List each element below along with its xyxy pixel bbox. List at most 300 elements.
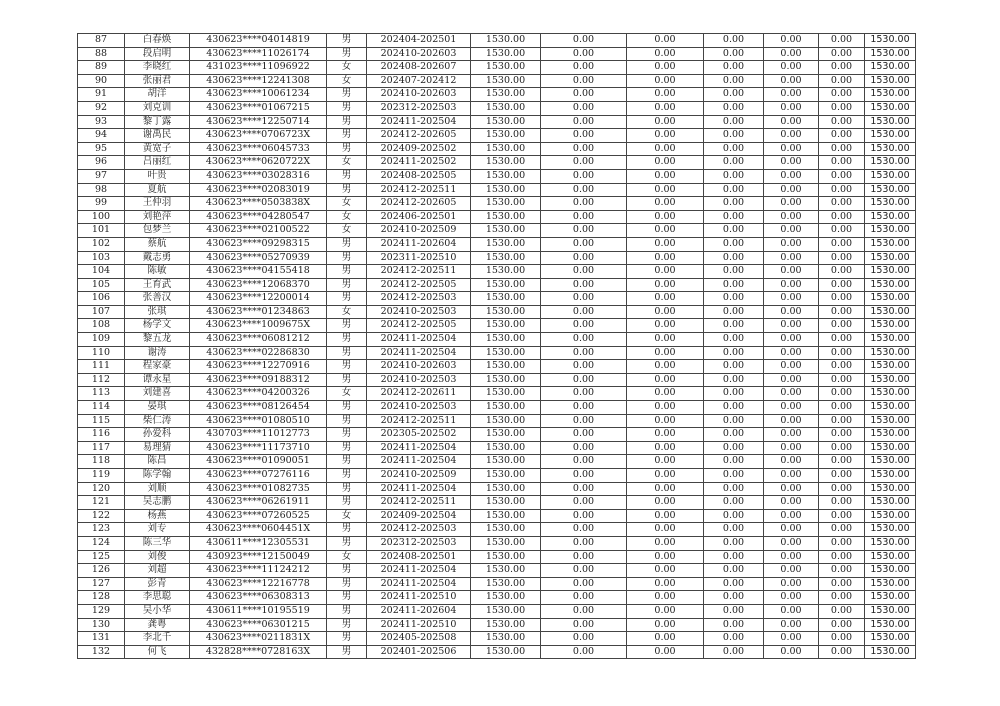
deduction-cell: 0.00 <box>764 156 819 170</box>
amount-cell: 1530.00 <box>471 129 541 143</box>
deduction-cell: 0.00 <box>764 278 819 292</box>
table-row <box>78 455 916 469</box>
amount-cell: 1530.00 <box>471 523 541 537</box>
table-row <box>78 292 916 306</box>
deduction-cell: 0.00 <box>627 455 704 469</box>
period-cell: 202411-202504 <box>367 346 471 360</box>
table-row <box>78 401 916 415</box>
total-cell: 1530.00 <box>865 183 916 197</box>
row-number-cell: 129 <box>78 604 125 618</box>
name-cell: 李北千 <box>125 632 190 646</box>
total-cell: 1530.00 <box>865 88 916 102</box>
gender-cell: 男 <box>327 414 367 428</box>
deduction-cell: 0.00 <box>764 401 819 415</box>
deduction-cell: 0.00 <box>541 74 627 88</box>
gender-cell: 女 <box>327 305 367 319</box>
deduction-cell: 0.00 <box>764 414 819 428</box>
deduction-cell: 0.00 <box>627 169 704 183</box>
name-cell: 王育武 <box>125 278 190 292</box>
deduction-cell: 0.00 <box>819 496 865 510</box>
id-number-cell: 430623****12216778 <box>190 577 327 591</box>
id-number-cell: 430611****10195519 <box>190 604 327 618</box>
table-row <box>78 632 916 646</box>
deduction-cell: 0.00 <box>704 251 764 265</box>
row-number-cell: 116 <box>78 428 125 442</box>
deduction-cell: 0.00 <box>627 469 704 483</box>
deduction-cell: 0.00 <box>819 360 865 374</box>
deduction-cell: 0.00 <box>627 88 704 102</box>
total-cell: 1530.00 <box>865 373 916 387</box>
gender-cell: 女 <box>327 387 367 401</box>
deduction-cell: 0.00 <box>704 237 764 251</box>
deduction-cell: 0.00 <box>627 74 704 88</box>
row-number-cell: 115 <box>78 414 125 428</box>
total-cell: 1530.00 <box>865 550 916 564</box>
deduction-cell: 0.00 <box>819 183 865 197</box>
amount-cell: 1530.00 <box>471 319 541 333</box>
deduction-cell: 0.00 <box>819 550 865 564</box>
deduction-cell: 0.00 <box>704 414 764 428</box>
deduction-cell: 0.00 <box>764 115 819 129</box>
deduction-cell: 0.00 <box>819 536 865 550</box>
id-number-cell: 430623****0604451X <box>190 523 327 537</box>
deduction-cell: 0.00 <box>704 632 764 646</box>
deduction-cell: 0.00 <box>764 523 819 537</box>
name-cell: 刘超 <box>125 564 190 578</box>
deduction-cell: 0.00 <box>819 292 865 306</box>
id-number-cell: 430623****11173710 <box>190 441 327 455</box>
deduction-cell: 0.00 <box>819 115 865 129</box>
amount-cell: 1530.00 <box>471 509 541 523</box>
amount-cell: 1530.00 <box>471 577 541 591</box>
deduction-cell: 0.00 <box>704 278 764 292</box>
table-row <box>78 142 916 156</box>
total-cell: 1530.00 <box>865 604 916 618</box>
deduction-cell: 0.00 <box>819 387 865 401</box>
id-number-cell: 430623****06308313 <box>190 591 327 605</box>
amount-cell: 1530.00 <box>471 265 541 279</box>
deduction-cell: 0.00 <box>819 319 865 333</box>
deduction-cell: 0.00 <box>704 197 764 211</box>
deduction-cell: 0.00 <box>541 564 627 578</box>
row-number-cell: 126 <box>78 564 125 578</box>
row-number-cell: 90 <box>78 74 125 88</box>
period-cell: 202411-202504 <box>367 441 471 455</box>
amount-cell: 1530.00 <box>471 428 541 442</box>
name-cell: 蔡航 <box>125 237 190 251</box>
period-cell: 202411-202604 <box>367 604 471 618</box>
name-cell: 陈学翰 <box>125 469 190 483</box>
total-cell: 1530.00 <box>865 632 916 646</box>
table-row <box>78 88 916 102</box>
deduction-cell: 0.00 <box>541 292 627 306</box>
deduction-cell: 0.00 <box>704 156 764 170</box>
deduction-cell: 0.00 <box>541 401 627 415</box>
period-cell: 202408-202501 <box>367 550 471 564</box>
amount-cell: 1530.00 <box>471 183 541 197</box>
deduction-cell: 0.00 <box>764 183 819 197</box>
deduction-cell: 0.00 <box>704 387 764 401</box>
period-cell: 202410-202603 <box>367 47 471 61</box>
table-row <box>78 183 916 197</box>
table-row <box>78 265 916 279</box>
deduction-cell: 0.00 <box>764 509 819 523</box>
id-number-cell: 430623****12200014 <box>190 292 327 306</box>
deduction-cell: 0.00 <box>764 74 819 88</box>
period-cell: 202410-202503 <box>367 401 471 415</box>
name-cell: 谢涛 <box>125 346 190 360</box>
deduction-cell: 0.00 <box>541 523 627 537</box>
deduction-cell: 0.00 <box>764 455 819 469</box>
row-number-cell: 96 <box>78 156 125 170</box>
deduction-cell: 0.00 <box>627 251 704 265</box>
name-cell: 胡洋 <box>125 88 190 102</box>
deduction-cell: 0.00 <box>764 34 819 48</box>
amount-cell: 1530.00 <box>471 251 541 265</box>
total-cell: 1530.00 <box>865 47 916 61</box>
row-number-cell: 106 <box>78 292 125 306</box>
deduction-cell: 0.00 <box>627 156 704 170</box>
amount-cell: 1530.00 <box>471 156 541 170</box>
deduction-cell: 0.00 <box>704 577 764 591</box>
deduction-cell: 0.00 <box>819 305 865 319</box>
amount-cell: 1530.00 <box>471 74 541 88</box>
row-number-cell: 103 <box>78 251 125 265</box>
table-row <box>78 523 916 537</box>
period-cell: 202411-202504 <box>367 577 471 591</box>
deduction-cell: 0.00 <box>541 387 627 401</box>
subsidy-table <box>77 33 916 659</box>
deduction-cell: 0.00 <box>541 469 627 483</box>
deduction-cell: 0.00 <box>627 319 704 333</box>
deduction-cell: 0.00 <box>764 469 819 483</box>
row-number-cell: 128 <box>78 591 125 605</box>
total-cell: 1530.00 <box>865 197 916 211</box>
gender-cell: 男 <box>327 101 367 115</box>
name-cell: 段启明 <box>125 47 190 61</box>
table-row <box>78 251 916 265</box>
total-cell: 1530.00 <box>865 455 916 469</box>
id-number-cell: 430623****01090051 <box>190 455 327 469</box>
deduction-cell: 0.00 <box>764 550 819 564</box>
deduction-cell: 0.00 <box>704 509 764 523</box>
deduction-cell: 0.00 <box>627 101 704 115</box>
total-cell: 1530.00 <box>865 482 916 496</box>
deduction-cell: 0.00 <box>704 550 764 564</box>
table-row <box>78 373 916 387</box>
deduction-cell: 0.00 <box>627 618 704 632</box>
row-number-cell: 132 <box>78 645 125 659</box>
deduction-cell: 0.00 <box>704 618 764 632</box>
deduction-cell: 0.00 <box>541 536 627 550</box>
total-cell: 1530.00 <box>865 577 916 591</box>
deduction-cell: 0.00 <box>541 509 627 523</box>
name-cell: 陈昌 <box>125 455 190 469</box>
deduction-cell: 0.00 <box>541 414 627 428</box>
deduction-cell: 0.00 <box>627 591 704 605</box>
row-number-cell: 112 <box>78 373 125 387</box>
period-cell: 202410-202603 <box>367 360 471 374</box>
deduction-cell: 0.00 <box>627 428 704 442</box>
deduction-cell: 0.00 <box>627 265 704 279</box>
deduction-cell: 0.00 <box>704 373 764 387</box>
name-cell: 刘建喜 <box>125 387 190 401</box>
total-cell: 1530.00 <box>865 496 916 510</box>
deduction-cell: 0.00 <box>627 224 704 238</box>
row-number-cell: 123 <box>78 523 125 537</box>
row-number-cell: 127 <box>78 577 125 591</box>
deduction-cell: 0.00 <box>764 360 819 374</box>
period-cell: 202412-202505 <box>367 278 471 292</box>
id-number-cell: 430623****12241308 <box>190 74 327 88</box>
deduction-cell: 0.00 <box>627 536 704 550</box>
id-number-cell: 430623****01082735 <box>190 482 327 496</box>
id-number-cell: 430623****0211831X <box>190 632 327 646</box>
gender-cell: 男 <box>327 618 367 632</box>
name-cell: 刘俊 <box>125 550 190 564</box>
amount-cell: 1530.00 <box>471 61 541 75</box>
deduction-cell: 0.00 <box>541 101 627 115</box>
period-cell: 202410-202603 <box>367 88 471 102</box>
deduction-cell: 0.00 <box>704 47 764 61</box>
period-cell: 202412-202511 <box>367 265 471 279</box>
row-number-cell: 110 <box>78 346 125 360</box>
gender-cell: 男 <box>327 496 367 510</box>
deduction-cell: 0.00 <box>704 469 764 483</box>
deduction-cell: 0.00 <box>704 428 764 442</box>
deduction-cell: 0.00 <box>764 428 819 442</box>
gender-cell: 男 <box>327 577 367 591</box>
deduction-cell: 0.00 <box>819 509 865 523</box>
name-cell: 李晓红 <box>125 61 190 75</box>
deduction-cell: 0.00 <box>819 591 865 605</box>
deduction-cell: 0.00 <box>819 156 865 170</box>
deduction-cell: 0.00 <box>819 618 865 632</box>
gender-cell: 男 <box>327 129 367 143</box>
id-number-cell: 430623****05270939 <box>190 251 327 265</box>
id-number-cell: 430623****03028316 <box>190 169 327 183</box>
amount-cell: 1530.00 <box>471 591 541 605</box>
name-cell: 孙爱科 <box>125 428 190 442</box>
deduction-cell: 0.00 <box>627 115 704 129</box>
table-row <box>78 604 916 618</box>
id-number-cell: 430623****06301215 <box>190 618 327 632</box>
deduction-cell: 0.00 <box>541 577 627 591</box>
deduction-cell: 0.00 <box>541 251 627 265</box>
period-cell: 202411-202504 <box>367 455 471 469</box>
total-cell: 1530.00 <box>865 428 916 442</box>
deduction-cell: 0.00 <box>764 577 819 591</box>
total-cell: 1530.00 <box>865 169 916 183</box>
amount-cell: 1530.00 <box>471 618 541 632</box>
row-number-cell: 91 <box>78 88 125 102</box>
gender-cell: 男 <box>327 169 367 183</box>
deduction-cell: 0.00 <box>704 441 764 455</box>
row-number-cell: 100 <box>78 210 125 224</box>
deduction-cell: 0.00 <box>541 210 627 224</box>
period-cell: 202412-202505 <box>367 319 471 333</box>
deduction-cell: 0.00 <box>541 115 627 129</box>
deduction-cell: 0.00 <box>764 88 819 102</box>
deduction-cell: 0.00 <box>627 373 704 387</box>
gender-cell: 女 <box>327 210 367 224</box>
name-cell: 柴仁涛 <box>125 414 190 428</box>
deduction-cell: 0.00 <box>541 645 627 659</box>
deduction-cell: 0.00 <box>541 496 627 510</box>
id-number-cell: 430623****11124212 <box>190 564 327 578</box>
deduction-cell: 0.00 <box>819 34 865 48</box>
period-cell: 202411-202604 <box>367 237 471 251</box>
total-cell: 1530.00 <box>865 645 916 659</box>
total-cell: 1530.00 <box>865 564 916 578</box>
row-number-cell: 99 <box>78 197 125 211</box>
deduction-cell: 0.00 <box>764 591 819 605</box>
deduction-cell: 0.00 <box>764 224 819 238</box>
amount-cell: 1530.00 <box>471 197 541 211</box>
amount-cell: 1530.00 <box>471 346 541 360</box>
name-cell: 何飞 <box>125 645 190 659</box>
amount-cell: 1530.00 <box>471 536 541 550</box>
id-number-cell: 430623****04014819 <box>190 34 327 48</box>
gender-cell: 男 <box>327 482 367 496</box>
gender-cell: 男 <box>327 632 367 646</box>
deduction-cell: 0.00 <box>704 224 764 238</box>
amount-cell: 1530.00 <box>471 142 541 156</box>
deduction-cell: 0.00 <box>764 210 819 224</box>
amount-cell: 1530.00 <box>471 88 541 102</box>
name-cell: 程家豪 <box>125 360 190 374</box>
deduction-cell: 0.00 <box>627 197 704 211</box>
deduction-cell: 0.00 <box>704 292 764 306</box>
row-number-cell: 101 <box>78 224 125 238</box>
deduction-cell: 0.00 <box>764 645 819 659</box>
gender-cell: 男 <box>327 115 367 129</box>
id-number-cell: 430623****06045733 <box>190 142 327 156</box>
deduction-cell: 0.00 <box>627 278 704 292</box>
total-cell: 1530.00 <box>865 536 916 550</box>
period-cell: 202411-202504 <box>367 564 471 578</box>
id-number-cell: 430611****12305531 <box>190 536 327 550</box>
id-number-cell: 430623****04280547 <box>190 210 327 224</box>
period-cell: 202411-202504 <box>367 115 471 129</box>
deduction-cell: 0.00 <box>764 305 819 319</box>
deduction-cell: 0.00 <box>627 387 704 401</box>
deduction-cell: 0.00 <box>541 265 627 279</box>
deduction-cell: 0.00 <box>764 47 819 61</box>
row-number-cell: 119 <box>78 469 125 483</box>
deduction-cell: 0.00 <box>541 618 627 632</box>
deduction-cell: 0.00 <box>764 604 819 618</box>
name-cell: 龚粤 <box>125 618 190 632</box>
deduction-cell: 0.00 <box>541 278 627 292</box>
total-cell: 1530.00 <box>865 129 916 143</box>
deduction-cell: 0.00 <box>704 88 764 102</box>
total-cell: 1530.00 <box>865 333 916 347</box>
amount-cell: 1530.00 <box>471 387 541 401</box>
gender-cell: 男 <box>327 428 367 442</box>
total-cell: 1530.00 <box>865 360 916 374</box>
deduction-cell: 0.00 <box>819 224 865 238</box>
period-cell: 202412-202605 <box>367 129 471 143</box>
id-number-cell: 430623****07276116 <box>190 469 327 483</box>
gender-cell: 男 <box>327 373 367 387</box>
name-cell: 彭青 <box>125 577 190 591</box>
name-cell: 刘专 <box>125 523 190 537</box>
table-row <box>78 115 916 129</box>
period-cell: 202401-202506 <box>367 645 471 659</box>
id-number-cell: 430923****12150049 <box>190 550 327 564</box>
deduction-cell: 0.00 <box>541 550 627 564</box>
row-number-cell: 111 <box>78 360 125 374</box>
table-row <box>78 169 916 183</box>
period-cell: 202408-202607 <box>367 61 471 75</box>
gender-cell: 男 <box>327 237 367 251</box>
deduction-cell: 0.00 <box>704 523 764 537</box>
row-number-cell: 117 <box>78 441 125 455</box>
deduction-cell: 0.00 <box>764 482 819 496</box>
deduction-cell: 0.00 <box>764 251 819 265</box>
table-row <box>78 224 916 238</box>
name-cell: 吕丽红 <box>125 156 190 170</box>
deduction-cell: 0.00 <box>704 129 764 143</box>
amount-cell: 1530.00 <box>471 47 541 61</box>
deduction-cell: 0.00 <box>541 305 627 319</box>
deduction-cell: 0.00 <box>819 251 865 265</box>
amount-cell: 1530.00 <box>471 564 541 578</box>
id-number-cell: 430623****06081212 <box>190 333 327 347</box>
total-cell: 1530.00 <box>865 346 916 360</box>
deduction-cell: 0.00 <box>627 496 704 510</box>
deduction-cell: 0.00 <box>704 401 764 415</box>
id-number-cell: 430623****02100522 <box>190 224 327 238</box>
table-row <box>78 428 916 442</box>
total-cell: 1530.00 <box>865 34 916 48</box>
row-number-cell: 95 <box>78 142 125 156</box>
gender-cell: 女 <box>327 509 367 523</box>
total-cell: 1530.00 <box>865 142 916 156</box>
row-number-cell: 108 <box>78 319 125 333</box>
deduction-cell: 0.00 <box>819 604 865 618</box>
gender-cell: 男 <box>327 564 367 578</box>
period-cell: 202305-202502 <box>367 428 471 442</box>
gender-cell: 男 <box>327 292 367 306</box>
table-row <box>78 509 916 523</box>
deduction-cell: 0.00 <box>704 604 764 618</box>
deduction-cell: 0.00 <box>627 47 704 61</box>
deduction-cell: 0.00 <box>819 469 865 483</box>
deduction-cell: 0.00 <box>627 183 704 197</box>
deduction-cell: 0.00 <box>627 550 704 564</box>
id-number-cell: 431023****11096922 <box>190 61 327 75</box>
name-cell: 夏航 <box>125 183 190 197</box>
amount-cell: 1530.00 <box>471 496 541 510</box>
row-number-cell: 109 <box>78 333 125 347</box>
deduction-cell: 0.00 <box>541 360 627 374</box>
row-number-cell: 124 <box>78 536 125 550</box>
deduction-cell: 0.00 <box>704 210 764 224</box>
deduction-cell: 0.00 <box>627 604 704 618</box>
total-cell: 1530.00 <box>865 509 916 523</box>
total-cell: 1530.00 <box>865 224 916 238</box>
id-number-cell: 430623****12068370 <box>190 278 327 292</box>
total-cell: 1530.00 <box>865 401 916 415</box>
table-row <box>78 210 916 224</box>
total-cell: 1530.00 <box>865 319 916 333</box>
name-cell: 杨学文 <box>125 319 190 333</box>
deduction-cell: 0.00 <box>541 169 627 183</box>
amount-cell: 1530.00 <box>471 604 541 618</box>
deduction-cell: 0.00 <box>627 645 704 659</box>
